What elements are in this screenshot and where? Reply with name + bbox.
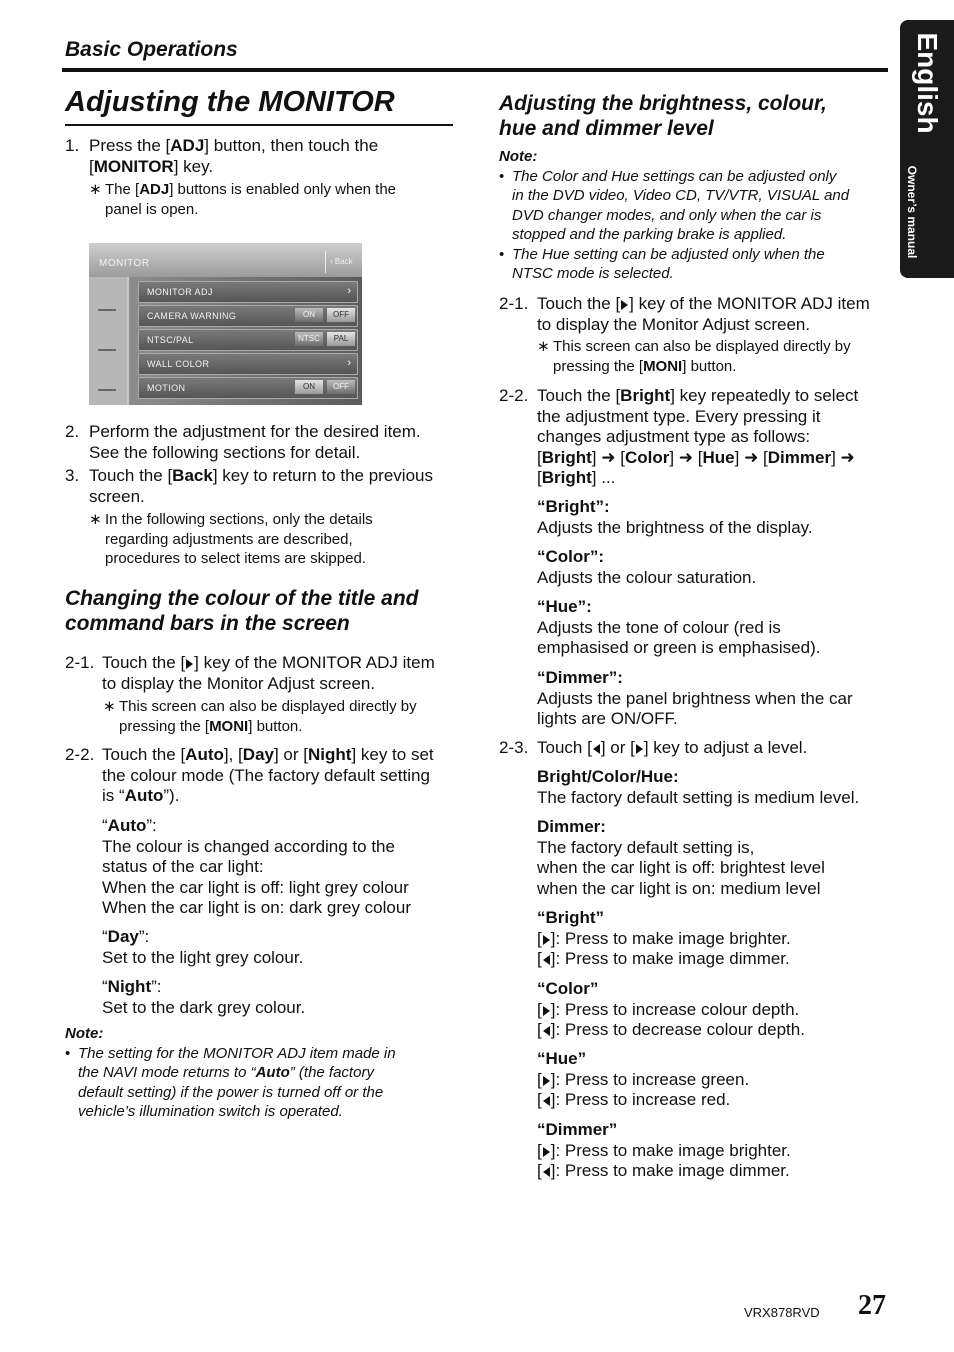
key-bright: “Bright” [ ]: Press to make image brighter. [ ]: Press to make image dimmer. (537, 908, 791, 968)
screen-menu (129, 277, 362, 405)
screen-back-button: ‹ Back (325, 251, 362, 273)
arrow-right-icon: › (347, 285, 351, 297)
title-rule (65, 124, 453, 126)
step-2-1-right: 2-1. Touch the [ ] key of the MONITOR ADJ item to display the Monitor Adjust screen. (499, 294, 870, 334)
section-title: Basic Operations (65, 38, 238, 61)
screen-row: NTSC/PAL NTSC PAL (138, 329, 358, 351)
language-tab-label: English (912, 32, 943, 134)
mode-day: “Day”: Set to the light grey colour. (102, 927, 304, 967)
dash-icon (98, 309, 116, 311)
left-arrow-key-icon (593, 744, 600, 754)
left-arrow-key-icon (543, 1026, 550, 1036)
screen-title-bar (89, 243, 362, 277)
left-arrow-key-icon (543, 1167, 550, 1177)
key-dimmer: “Dimmer” [ ]: Press to make image brighter. [ ]: Press to make image dimmer. (537, 1120, 791, 1180)
arrow-icon: ➜ (840, 447, 855, 467)
left-arrow-key-icon (543, 1096, 550, 1106)
step-2-3: 2-3. Touch [ ] or [ ] key to adjust a level. (499, 738, 808, 757)
screen-row: MOTION ON OFF (138, 377, 358, 399)
key-hue: “Hue” [ ]: Press to increase green. [ ]: Press to increase red. (537, 1049, 750, 1109)
arrow-icon: ➜ (601, 447, 616, 467)
page-title: Adjusting the MONITOR (65, 86, 395, 118)
def-color: “Color”: Adjusts the colour saturation. (537, 547, 757, 587)
back-arrow-icon: ‹ (330, 257, 335, 266)
screen-row: CAMERA WARNING ON OFF (138, 305, 358, 327)
page-number: 27 (858, 1290, 886, 1321)
default-dimmer: Dimmer: The factory default setting is, when the car light is off: brightest level when the car light is on: medium level (537, 817, 825, 898)
step-1: 1. Press the [ADJ] button, then touch the [MONITOR] key. (65, 136, 379, 176)
right-arrow-key-icon (543, 1076, 550, 1086)
arrow-icon: ➜ (678, 447, 694, 467)
right-arrow-key-icon (543, 1147, 550, 1157)
step-2-1-left: 2-1. Touch the [ ] key of the MONITOR ADJ item to display the Monitor Adjust screen. (65, 653, 435, 693)
left-arrow-key-icon (543, 955, 550, 965)
arrow-right-icon: › (347, 357, 351, 369)
step-3: 3. Touch the [Back] key to return to the previous screen. (65, 466, 433, 506)
mode-auto: “Auto”: The colour is changed according to the status of the car light: When the car light is off: light grey colour When the car light is on: dark grey colour (102, 816, 411, 917)
def-hue: “Hue”: Adjusts the tone of colour (red is emphasised or green is emphasised). (537, 597, 821, 657)
def-dimmer: “Dimmer”: Adjusts the panel brightness when the car lights are ON/OFF. (537, 668, 853, 728)
screen-title: MONITOR (99, 258, 150, 269)
note-right: Note: • The Color and Hue settings can be adjusted only in the DVD video, Video CD, TV/VTR, VISUAL and DVD changer modes, and only when the car is stopped and the parking brake is applied. • The Hue setting can be adjusted only when the NTSC mode is selected. (499, 148, 850, 282)
dash-icon (98, 389, 116, 391)
step-1-note: ∗ The [ADJ] buttons is enabled only when the panel is open. (89, 181, 397, 218)
header-rule (62, 68, 888, 72)
screen-left-panel (89, 277, 127, 405)
monitor-screen-image (89, 243, 362, 405)
subsection-title-colour: Changing the colour of the title and command bars in the screen (65, 587, 419, 635)
def-bright: “Bright”: Adjusts the brightness of the display. (537, 497, 813, 537)
step-2: 2. Perform the adjustment for the desired item. See the following sections for detail. (65, 422, 421, 462)
step-2-1-right-note: ∗ This screen can also be displayed directly by pressing the [MONI] button. (537, 338, 851, 375)
right-arrow-key-icon (543, 1006, 550, 1016)
screen-row: WALL COLOR › (138, 353, 358, 375)
manual-tab-label: Owner’s manual (905, 165, 919, 259)
dash-icon (98, 349, 116, 351)
step-3-note: ∗ In the following sections, only the details regarding adjustments are described, procedures to select items are skipped. (89, 511, 373, 567)
right-arrow-key-icon (543, 935, 550, 945)
key-color: “Color” [ ]: Press to increase colour depth. [ ]: Press to decrease colour depth. (537, 979, 805, 1039)
right-arrow-key-icon (636, 744, 643, 754)
mode-night: “Night”: Set to the dark grey colour. (102, 977, 306, 1017)
step-2-2-left: 2-2. Touch the [Auto], [Day] or [Night] key to set the colour mode (The factory default setting is “Auto”). (65, 745, 434, 805)
subsection-title-brightness: Adjusting the brightness, colour, hue and dimmer level (499, 92, 827, 140)
right-arrow-key-icon (186, 659, 193, 669)
right-arrow-key-icon (621, 300, 628, 310)
default-bch: Bright/Color/Hue: The factory default setting is medium level. (537, 767, 860, 807)
step-2-1-left-note: ∗ This screen can also be displayed directly by pressing the [MONI] button. (103, 698, 417, 735)
note-left: Note: • The setting for the MONITOR ADJ item made in the NAVI mode returns to “Auto” (the factory default setting) if the power is turned off or the vehicle’s illumination switch is operated. (65, 1025, 396, 1120)
step-2-2-right: 2-2. Touch the [Bright] key repeatedly to select the adjustment type. Every pressing it changes adjustment type as follows: [Bright] ➜ [Color] ➜ [Hue] ➜ [Dimmer] ➜ [Bright] ... (499, 386, 859, 487)
arrow-icon: ➜ (744, 447, 759, 467)
screen-row: MONITOR ADJ › (138, 281, 358, 303)
model-number: VRX878RVD (744, 1305, 820, 1320)
